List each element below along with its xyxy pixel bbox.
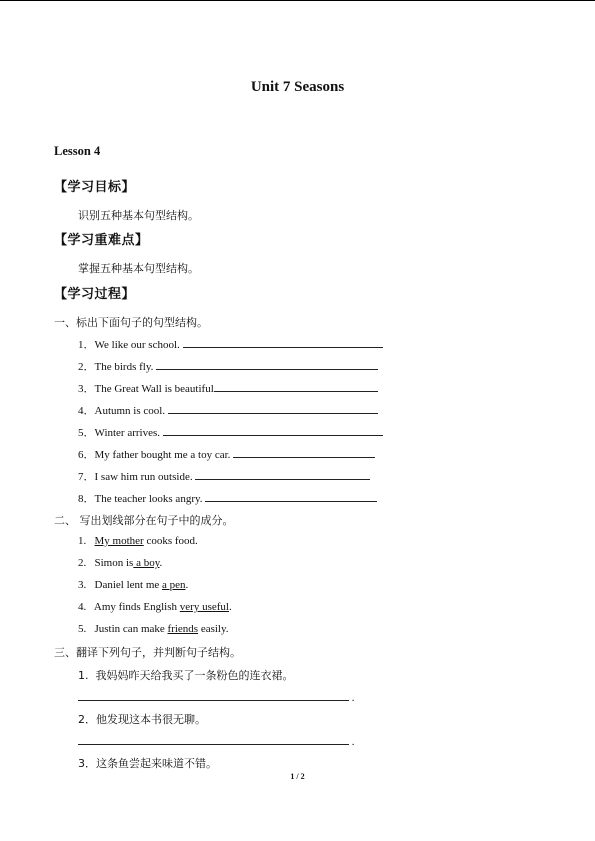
item-text: The birds fly. (94, 361, 154, 373)
item-text: The teacher looks angry. (94, 493, 203, 505)
item-text: My father bought me a toy car. (94, 449, 231, 461)
translation-line (78, 689, 355, 704)
underlined-phrase: My mother (94, 535, 144, 547)
objectives-heading: 【学习目标】 (54, 180, 136, 195)
item-number: 5． (78, 427, 95, 439)
top-border-rule (0, 0, 595, 1)
part1-label: 一、标出下面句子的句型结构。 (54, 316, 208, 329)
sentence-part: cooks food. (143, 535, 198, 547)
item-text: 这条鱼尝起来味道不错。 (96, 757, 217, 770)
sentence-part: . (185, 579, 189, 591)
item-number: 5. (78, 623, 87, 635)
part2-item (78, 579, 188, 591)
part3-item (78, 711, 206, 727)
sentence-part: Daniel lent me (94, 579, 163, 591)
underlined-phrase: very useful (179, 601, 229, 613)
lesson-heading: Lesson 4 (54, 144, 101, 158)
key-points-heading: 【学习重难点】 (54, 233, 149, 248)
item-text: 我妈妈昨天给我买了一条粉色的连衣裙。 (95, 669, 294, 682)
process-heading: 【学习过程】 (54, 287, 136, 302)
item-number: 4. (78, 601, 87, 613)
underlined-phrase: friends (167, 623, 199, 635)
sentence-part: . (228, 601, 232, 613)
item-number: 1. (78, 669, 89, 682)
answer-blank[interactable] (78, 733, 349, 745)
sentence-part: Simon is (94, 557, 134, 569)
part2-item (78, 557, 162, 569)
part1-item (78, 336, 383, 352)
answer-blank[interactable] (183, 336, 383, 348)
objectives-text: 识别五种基本句型结构。 (78, 209, 199, 222)
answer-blank[interactable] (214, 380, 378, 392)
part2-item (78, 623, 229, 635)
part2-item (78, 535, 198, 547)
item-text: The Great Wall is beautiful (94, 383, 214, 395)
item-number: 8． (78, 493, 95, 505)
page-title: Unit 7 Seasons (250, 79, 345, 95)
underlined-phrase: a boy (133, 557, 160, 569)
item-number: 7． (78, 471, 95, 483)
page-number: 1 / 2 (290, 772, 305, 781)
part1-item (78, 468, 370, 484)
sentence-part: easily. (198, 623, 229, 635)
underlined-phrase: a pen (162, 579, 186, 591)
item-text: Autumn is cool. (94, 405, 166, 417)
part1-item (78, 490, 377, 506)
translation-line (78, 733, 355, 748)
item-text: We like our school. (94, 339, 180, 351)
item-text: Winter arrives. (94, 427, 161, 439)
part1-item (78, 380, 378, 396)
item-number: 3. (78, 579, 87, 591)
part2-item (78, 601, 232, 613)
part3-label: 三、翻译下列句子，并判断句子结构。 (54, 646, 241, 659)
part1-item (78, 446, 375, 462)
answer-blank[interactable] (168, 402, 378, 414)
part3-item (78, 667, 294, 683)
answer-blank[interactable] (205, 490, 377, 502)
part3-item (78, 755, 217, 771)
answer-blank[interactable] (233, 446, 375, 458)
item-number: 4． (78, 405, 95, 417)
item-number: 3． (78, 383, 95, 395)
item-number: 6． (78, 449, 95, 461)
answer-blank[interactable] (156, 358, 378, 370)
answer-blank[interactable] (78, 689, 349, 701)
part1-item (78, 402, 378, 418)
sentence-part: Justin can make (94, 623, 168, 635)
answer-blank[interactable] (195, 468, 370, 480)
sentence-part: Amy finds English (93, 601, 180, 613)
item-number: 2. (78, 557, 87, 569)
item-text: I saw him run outside. (94, 471, 193, 483)
item-number: 1. (78, 535, 87, 547)
item-number: 3． (78, 757, 96, 770)
line-end-period: . (351, 736, 355, 748)
item-number: 1． (78, 339, 95, 351)
item-text: 他发现这本书很无聊。 (96, 713, 206, 726)
sentence-part: . (159, 557, 163, 569)
part1-item (78, 424, 383, 440)
key-points-text: 掌握五种基本句型结构。 (78, 262, 199, 275)
part1-item (78, 358, 378, 374)
item-number: 2． (78, 713, 96, 726)
answer-blank[interactable] (163, 424, 383, 436)
part2-label: 二、 写出划线部分在句子中的成分。 (54, 514, 234, 527)
line-end-period: . (351, 692, 355, 704)
item-number: 2． (78, 361, 95, 373)
